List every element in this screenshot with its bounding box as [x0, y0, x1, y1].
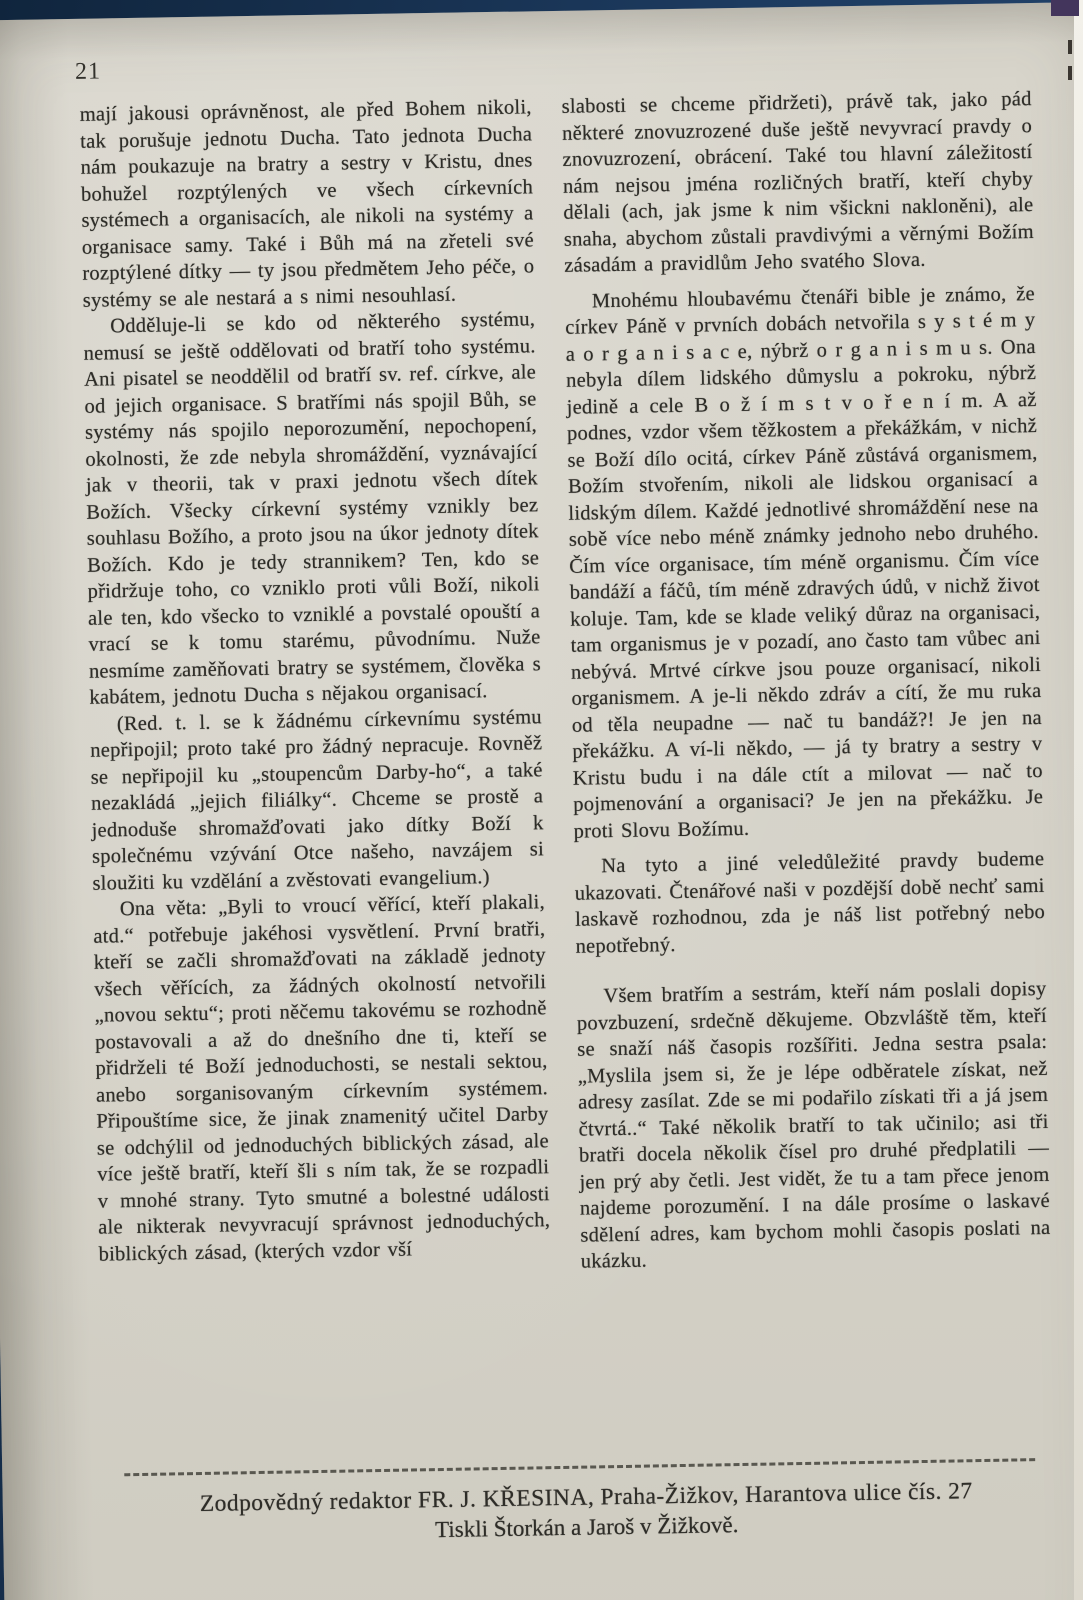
paragraph-editorial-note: (Red. t. l. se k žádnému církevnímu systému nepřipojil; proto také pro žádný nepracuje. Rovněž se nepřipojil ku „stoupencům Darby-ho“, a také nezakládá „jejich filiálky“. Chceme se prostě a jednoduše shromažďovati jako dítky Boží k společnému vzývání Otce našeho, navzájem si sloužiti ku vzdělání a zvěstovati evangelium.) [90, 705, 545, 895]
text-columns [80, 86, 1069, 1460]
paragraph-continuation: slabosti se chceme přidržeti), právě tak, jako pád některé znovuzrozené duše ještě nevyvrací pravdy o znovuzrození, obrácení. Také tou hlavní záležitostí nám nejsou jména rozličných bratří, kteří chyby dělali (ach, jak jsme k nim všickni nakloněni), ale snaha, abychom zůstali pravdivými a věrnými Božím zásadám a pravidlům Jeho svatého Slova. [561, 88, 1034, 277]
scanned-page [0, 2, 1083, 1600]
page-content [0, 2, 1083, 1550]
page-number: 21 [74, 58, 102, 85]
paragraph: Na tyto a jiné veledůležité pravdy budeme ukazovati. Čtenářové naši v pozdější době nechť sami laskavě rozhodnou, zda je náš list potřebný nebo nepotřebný. [574, 847, 1046, 958]
paragraph: Odděluje-li se kdo od některého systému, nemusí se ještě oddělovati od bratří toho systému. Ani pisatel se neoddělil od bratří sv. ref. církve, ale od jejich organisace. S bratřími nás spojil Bůh, se systémy nás spojilo neporozumění, nepochopení, okolnosti, že zde nebyla shromáždění, vyznávající jak v theorii, tak v praxi jednotu všech dítek Božích. Všecky církevní systémy vznikly bez souhlasu Božího, a proto jsou na úkor jednoty dítek Božích. Kdo je tedy strannikem? Ten, kdo se přidržuje toho, co vzniklo proti vůli Boží, nikoli ale ten, kdo všecko to vzniklé a povstalé opouští a vrací se k tomu starému, původnímu. Nuže nesmíme zaměňovati bratry se systémem, člověka s kabátem, jednotu Ducha s nějakou organisací. [83, 308, 542, 709]
scan-corner-patch [1051, 0, 1079, 16]
adjacent-page-edge [1074, 0, 1083, 1600]
paragraph: Ona věta: „Byli to vroucí věřící, kteří plakali, atd.“ potřebuje jakéhosi vysvětlení. První bratři, kteří se začli shromažďovati na základě jednoty všech věřících, za žádných okolností netvořili „novou sektu“; proti něčemu takovému se rozhodně postavovali a až do dnešního dne ti, kteří se přidrželi té Boží jednoduchosti, se nestali sektou, anebo sorganisovaným církevním systémem. Připouštíme sice, že jinak znamenitý učitel Darby se odchýlil od jednoduchých biblických zásad, ale více ještě bratří, kteří šli s ním tak, že se rozpadli v mnohé strany. Tyto smutné a bolestné události ale nikterak nevyvracují správnost jednoduchých, biblických zásad, (kterých vzdor vší [93, 891, 551, 1266]
right-column [561, 86, 1051, 1275]
paragraph: Mnohému hloubavému čtenáři bible je známo, že církev Páně v prvních dobách netvořila s y s t é m y a o r g a n i s a c e, nýbrž o r g a n i s m u s. Ona nebyla dílem lidského důmyslu a pokroku, nýbrž jedině a cele B o ž í m s t v o ř e n í m. A až podnes, vzdor všem těžkostem a překážkám, v nichž se Boží dílo ocitá, církev Páně zůstává organismem, Božím stvořením, nikoli ale lidskou organisací a lidským dílem. Každé jednotlivé shromáždění nese na sobě více nebo méně známky jednoho nebo druhého. Čím více organisace, tím méně organismu. Čím více bandáží a fáčů, tím méně zdravých údů, v nichž život koluje. Tam, kde se klade veliký důraz na organisaci, tam organismus je v pozadí, ano často tam vůbec ani nebývá. Mrtvé církve jsou pouze organisací, nikoli organismem. A je-li někdo zdráv a cítí, že mu ruka od těla neupadne — nač tu bandáž?! Je jen na překážku. A ví-li někdo, — já ty bratry a sestry v Kristu budu i na dále ctít a milovat — nač to pojmenování a organisaci? Je jen na překážku. Je proti Slovu Božímu. [565, 282, 1044, 843]
footer-divider-dashed-line [124, 1458, 1035, 1476]
paragraph-continuation: mají jakousi oprávněnost, ale před Bohem nikoli, tak porušuje jednotu Ducha. Tato jednota Ducha nám poukazuje na bratry a sestry v Kristu, dnes bohužel rozptýlených ve všech církevních systémech a organisacích, ale nikoli na systémy a organisace samy. Také i Bůh má na zřeteli své rozptýlené dítky — ty jsou předmětem Jeho péče, o systémy se ale nestará a s nimi nesouhlasí. [79, 96, 535, 312]
left-column [80, 94, 551, 1267]
printer-line: Tiskli Štorkán a Jaroš v Žižkově. [434, 1512, 739, 1543]
paragraph-acknowledgement: Všem bratřím a sestrám, kteří nám poslali dopisy povzbuzení, srdečně děkujeme. Obzvláště těm, kteří se snaží náš časopis rozšířiti. Jedna sestra psala: „Myslila jsem si, že je lépe odběratele získat, než adresy zasílat. Zde se mi podařilo získati tři a já jsem čtvrtá..“ Také několik bratří to tak učinilo; asi tři bratři docela několik čísel pro druhé předplatili — jen prý aby četli. Jest vidět, že tu a tam přece jenom najdeme porozumění. I na dále prosíme o laskavé sdělení adres, kam bychom mohli časopis poslati na ukázku. [576, 977, 1051, 1273]
imprint-footer [103, 1477, 1071, 1549]
responsible-editor-line: Zodpovědný redaktor FR. J. KŘESINA, Praha-Žižkov, Harantova ulice čís. 27 [199, 1478, 973, 1518]
